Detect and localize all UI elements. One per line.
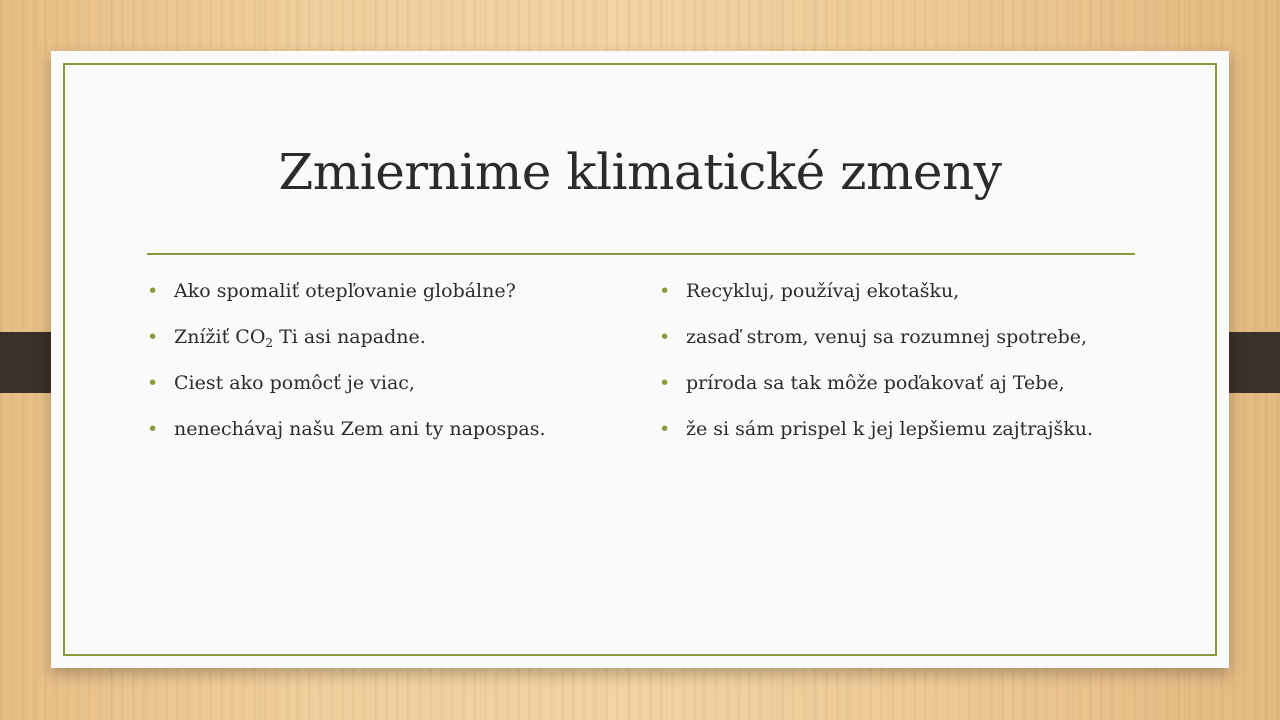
list-item-text: zasaď strom, venuj sa rozumnej spotrebe, [686,326,1088,348]
list-item [659,277,1179,323]
bullet-icon: • [659,372,671,394]
list-item [659,369,1179,415]
list-item-text: Ciest ako pomôcť je viac, [174,372,415,394]
list-item [147,277,647,323]
bullet-icon: • [147,280,159,302]
list-item [147,415,647,461]
title-underline [147,253,1135,255]
bullet-icon: • [147,326,159,348]
list-item-text: Ako spomaliť otepľovanie globálne? [174,280,516,302]
bullet-icon: • [147,418,159,440]
bullet-icon: • [147,372,159,394]
bullet-icon: • [659,326,671,348]
bullet-list-right [659,277,1179,461]
bullet-list-left [147,277,647,461]
co2-subscript: 2 [265,336,274,350]
list-item-text: že si sám prispel k jej lepšiemu zajtrajšku. [686,418,1094,440]
list-item-text: nenechávaj našu Zem ani ty napospas. [174,418,546,440]
bullet-icon: • [659,418,671,440]
bullet-icon: • [659,280,671,302]
list-item [659,415,1179,461]
slide-title: Zmiernime klimatické zmeny [278,143,1002,201]
slide-card [51,51,1229,668]
list-item [659,323,1179,369]
list-item-text-cont: Ti asi napadne. [273,326,426,348]
list-item-text: Recykluj, používaj ekotašku, [686,280,960,302]
list-item-text: príroda sa tak môže poďakovať aj Tebe, [686,372,1065,394]
list-item [147,369,647,415]
list-item-text: Znížiť CO [174,326,266,348]
list-item [147,323,647,369]
